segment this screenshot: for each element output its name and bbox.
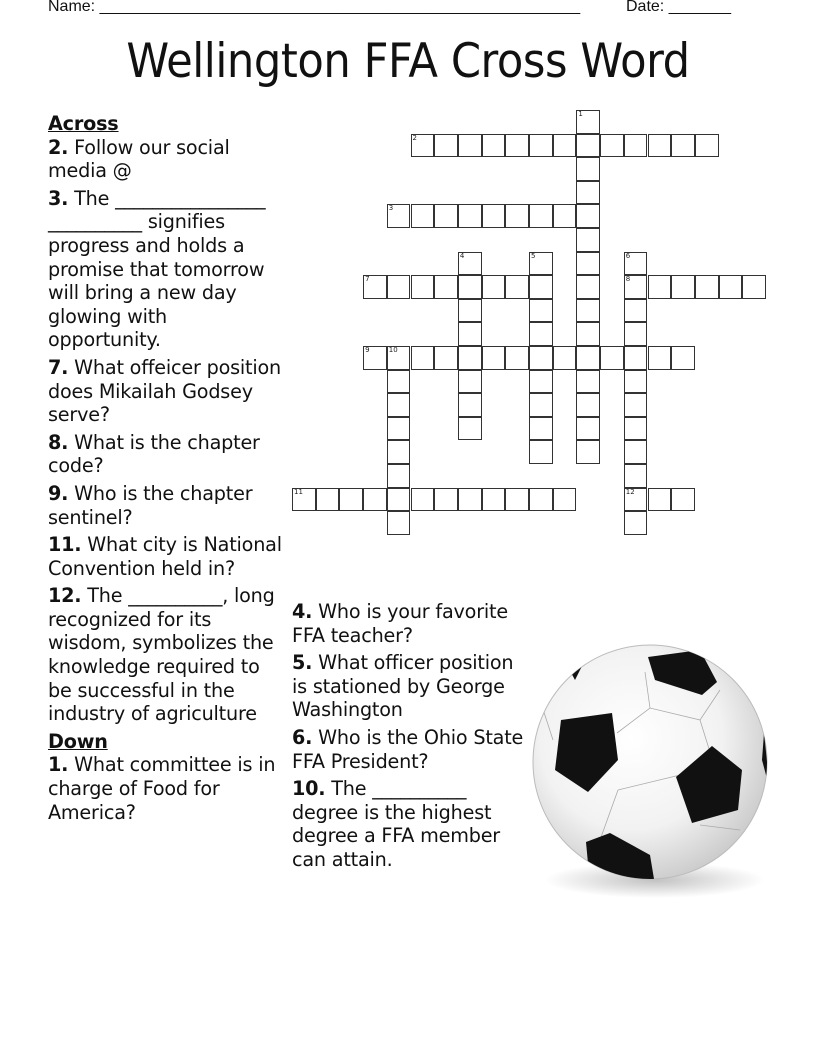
crossword-cell[interactable]	[505, 134, 529, 158]
crossword-cell[interactable]	[742, 275, 766, 299]
crossword-cell[interactable]	[576, 157, 600, 181]
crossword-cell[interactable]	[600, 134, 624, 158]
clue-across-8	[48, 431, 284, 478]
clues-left	[48, 112, 284, 828]
crossword-cell[interactable]	[387, 417, 411, 441]
crossword-cell[interactable]	[576, 228, 600, 252]
crossword-cell[interactable]	[505, 488, 529, 512]
clue-text: What officer position is stationed by George Washington	[292, 651, 514, 722]
crossword-cell[interactable]	[387, 440, 411, 464]
clue-text: The __________, long recognized for its wisdom, symbolizes the knowledge required to be successful in the industry of agriculture	[48, 584, 275, 726]
crossword-cell[interactable]	[576, 417, 600, 441]
clue-number: 12.	[48, 584, 82, 608]
down-heading: Down	[48, 729, 108, 753]
crossword-cell[interactable]	[648, 346, 672, 370]
clue-across-11	[48, 533, 284, 580]
crossword-cell[interactable]	[671, 275, 695, 299]
crossword-cell[interactable]	[434, 134, 458, 158]
crossword-cell[interactable]	[434, 346, 458, 370]
crossword-cell[interactable]	[505, 204, 529, 228]
crossword-cell[interactable]	[624, 346, 648, 370]
clue-text: What is the chapter code?	[48, 430, 260, 478]
crossword-cell[interactable]	[411, 346, 435, 370]
crossword-cell[interactable]	[648, 134, 672, 158]
crossword-cell[interactable]	[576, 322, 600, 346]
crossword-cell[interactable]	[458, 346, 482, 370]
crossword-cell[interactable]	[458, 370, 482, 394]
clue-across-12	[48, 584, 284, 726]
crossword-cell[interactable]	[482, 275, 506, 299]
crossword-cell[interactable]	[624, 299, 648, 323]
crossword-cell[interactable]	[387, 464, 411, 488]
crossword-cell[interactable]	[458, 299, 482, 323]
crossword-cell[interactable]	[458, 275, 482, 299]
cell-number: 2	[412, 133, 417, 142]
crossword-cell[interactable]	[482, 134, 506, 158]
clue-text: What offeicer position does Mikailah Godsey serve?	[48, 355, 281, 427]
cell-number: 7	[365, 275, 370, 284]
crossword-cell[interactable]	[624, 322, 648, 346]
crossword-cell[interactable]	[529, 393, 553, 417]
crossword-cell[interactable]	[434, 275, 458, 299]
cell-number: 1	[578, 110, 583, 118]
crossword-cell[interactable]	[529, 134, 553, 158]
crossword-cell[interactable]	[411, 488, 435, 512]
clue-number: 3.	[48, 186, 69, 210]
crossword-cell[interactable]	[387, 370, 411, 394]
crossword-cell[interactable]	[671, 488, 695, 512]
crossword-cell[interactable]	[434, 488, 458, 512]
cell-number: 4	[459, 251, 465, 260]
crossword-cell[interactable]	[411, 134, 435, 158]
clue-down-10	[292, 777, 528, 871]
crossword-cell[interactable]	[624, 134, 648, 158]
crossword-cell[interactable]	[529, 204, 553, 228]
crossword-cell[interactable]	[363, 346, 387, 370]
cell-number: 5	[531, 251, 536, 260]
clue-across-7	[48, 356, 284, 427]
crossword-cell[interactable]	[600, 346, 624, 370]
across-heading: Across	[48, 112, 119, 135]
clue-text: The __________ degree is the highest degree a FFA member can attain.	[292, 777, 500, 871]
crossword-cell[interactable]	[458, 134, 482, 158]
crossword-cell[interactable]	[576, 275, 600, 299]
crossword-cell[interactable]	[458, 393, 482, 417]
crossword-cell[interactable]	[482, 488, 506, 512]
crossword-cell[interactable]	[624, 440, 648, 464]
crossword-cell[interactable]	[505, 275, 529, 299]
crossword-cell[interactable]	[624, 417, 648, 441]
clue-down-4	[292, 600, 528, 647]
crossword-cell[interactable]	[482, 346, 506, 370]
crossword-cell[interactable]	[648, 488, 672, 512]
clue-down-1	[48, 753, 284, 824]
clue-number: 1.	[48, 753, 69, 777]
date-field[interactable]: Date: _______	[626, 0, 731, 15]
crossword-cell[interactable]	[576, 346, 600, 370]
cell-number: 6	[625, 251, 631, 260]
crossword-cell[interactable]	[695, 134, 719, 158]
clue-text: Who is the Ohio State FFA President?	[292, 725, 524, 773]
crossword-cell[interactable]	[505, 346, 529, 370]
crossword-cell[interactable]	[458, 488, 482, 512]
cell-number: 12	[625, 487, 635, 496]
crossword-cell[interactable]	[576, 181, 600, 205]
crossword-cell[interactable]	[671, 134, 695, 158]
cell-number: 10	[388, 346, 398, 354]
crossword-cell[interactable]	[529, 322, 553, 346]
crossword-cell[interactable]	[576, 252, 600, 276]
clue-text: The ________________ __________ signifies progress and holds a promise that tomorrow will bring a new day glowing with opportunity.	[48, 186, 266, 352]
crossword-cell[interactable]	[648, 275, 672, 299]
cell-number: 11	[294, 487, 303, 496]
crossword-cell[interactable]	[458, 252, 482, 276]
crossword-cell[interactable]	[529, 346, 553, 370]
cell-number: 3	[388, 204, 394, 213]
crossword-cell[interactable]	[458, 204, 482, 228]
crossword-cell[interactable]	[339, 488, 363, 512]
crossword-cell[interactable]	[387, 488, 411, 512]
cell-number: 9	[365, 346, 370, 354]
soccer-ball-icon	[525, 640, 775, 905]
crossword-cell[interactable]	[411, 275, 435, 299]
clue-text: What city is National Convention held in?	[48, 533, 282, 580]
crossword-cell[interactable]	[363, 275, 387, 299]
clue-down-6	[292, 726, 528, 773]
crossword-cell[interactable]	[624, 370, 648, 394]
clue-number: 11.	[48, 533, 82, 557]
crossword-cell[interactable]	[529, 440, 553, 464]
clue-number: 5.	[292, 651, 313, 675]
crossword-cell[interactable]	[411, 204, 435, 228]
clue-number: 9.	[48, 481, 69, 505]
clue-text: Who is your favorite FFA teacher?	[292, 600, 508, 647]
cell-number: 8	[625, 275, 631, 284]
crossword-cell[interactable]	[553, 488, 577, 512]
crossword-cell[interactable]	[624, 488, 648, 512]
crossword-cell[interactable]	[576, 393, 600, 417]
clue-across-2	[48, 136, 284, 183]
clue-text: Who is the chapter sentinel?	[48, 481, 253, 529]
crossword-cell[interactable]	[624, 511, 648, 535]
crossword-cell[interactable]	[576, 204, 600, 228]
clue-number: 8.	[48, 430, 69, 454]
crossword-cell[interactable]	[624, 464, 648, 488]
clue-across-3	[48, 187, 284, 352]
crossword-cell[interactable]	[363, 488, 387, 512]
crossword-cell[interactable]	[624, 393, 648, 417]
crossword-cell[interactable]	[553, 204, 577, 228]
crossword-cell[interactable]	[458, 322, 482, 346]
crossword-cell[interactable]	[624, 252, 648, 276]
clue-text: What committee is in charge of Food for America?	[48, 753, 276, 824]
clue-number: 7.	[48, 355, 69, 379]
crossword-cell[interactable]	[316, 488, 340, 512]
name-field[interactable]: Name: ______________________________________________________	[48, 0, 581, 15]
crossword-cell[interactable]	[576, 299, 600, 323]
crossword-cell[interactable]	[529, 299, 553, 323]
clues-right	[292, 600, 528, 876]
crossword-cell[interactable]	[576, 440, 600, 464]
crossword-cell[interactable]	[624, 275, 648, 299]
page-title: Wellington FFA Cross Word	[126, 34, 690, 89]
crossword-cell[interactable]	[482, 204, 506, 228]
crossword-cell[interactable]	[719, 275, 743, 299]
crossword-cell[interactable]	[553, 346, 577, 370]
crossword-cell[interactable]	[576, 110, 600, 134]
crossword-cell[interactable]	[387, 204, 411, 228]
clue-down-5	[292, 651, 528, 722]
crossword-cell[interactable]	[576, 370, 600, 394]
crossword-cell[interactable]	[695, 275, 719, 299]
crossword-cell[interactable]	[576, 134, 600, 158]
crossword-cell[interactable]	[529, 252, 553, 276]
crossword-cell[interactable]	[292, 488, 316, 512]
crossword-cell[interactable]	[387, 346, 411, 370]
crossword-cell[interactable]	[387, 393, 411, 417]
crossword-cell[interactable]	[529, 370, 553, 394]
clue-across-9	[48, 482, 284, 529]
clue-number: 10.	[292, 777, 326, 801]
clue-number: 4.	[292, 600, 313, 623]
crossword-cell[interactable]	[529, 488, 553, 512]
crossword-cell[interactable]	[671, 346, 695, 370]
clue-number: 6.	[292, 725, 313, 749]
clue-text: Follow our social media @	[48, 135, 230, 183]
crossword-cell[interactable]	[553, 134, 577, 158]
crossword-cell[interactable]	[387, 511, 411, 535]
crossword-cell[interactable]	[387, 275, 411, 299]
clue-number: 2.	[48, 135, 69, 159]
crossword-cell[interactable]	[529, 275, 553, 299]
crossword-cell[interactable]	[434, 204, 458, 228]
crossword-cell[interactable]	[529, 417, 553, 441]
crossword-cell[interactable]	[458, 417, 482, 441]
